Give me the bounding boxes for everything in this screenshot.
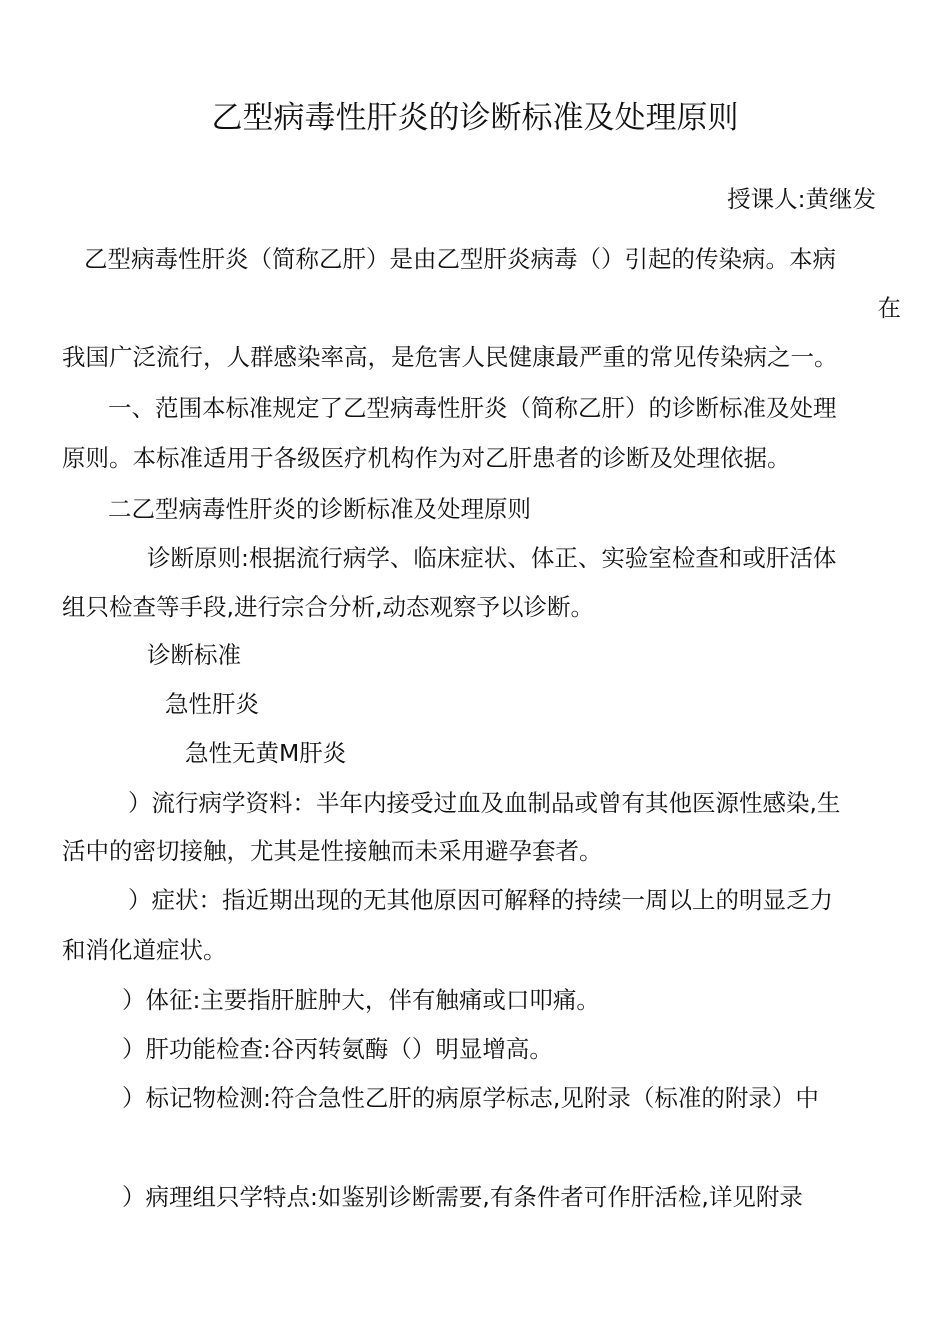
acute-heading: 急性肝炎 [165,690,259,718]
principle-line-1: 诊断原则:根据流行病学、临床症状、体正、实验室检查和或肝活体 [147,544,837,572]
acute-nonicteric-heading: 急性无黄M肝炎 [185,739,347,767]
section2-heading: 二乙型病毒性肝炎的诊断标准及处理原则 [108,495,531,523]
marker-line: ）标记物检测:符合急性乙肝的病原学标志,见附录（标准的附录）中 [122,1084,819,1112]
pathology-line: ）病理组只学特点:如鉴别诊断需要,有条件者可作肝活检,详见附录 [122,1183,803,1211]
symptom-line-2: 和消化道症状。 [62,936,227,964]
intro-line-3: 我国广泛流行，人群感染率高，是危害人民健康最严重的常见传染病之一。 [62,343,838,371]
intro-line-1: 乙型病毒性肝炎（简称乙肝）是由乙型肝炎病毒（）引起的传染病。本病 [84,245,836,273]
epidemiology-line-2: 活中的密切接触，尤其是性接触而未采用避孕套者。 [62,837,603,865]
criteria-heading: 诊断标准 [147,641,241,669]
scope-line-1: 一、范围本标准规定了乙型病毒性肝炎（简称乙肝）的诊断标准及处理 [108,394,837,422]
principle-line-2: 组只检查等手段,进行宗合分析,动态观察予以诊断。 [62,593,594,621]
intro-line-2: 在 [877,294,901,322]
liver-function-line: ）肝功能检查:谷丙转氨酶（）明显增高。 [122,1035,553,1063]
author-line: 授课人:黄继发 [727,185,876,213]
sign-line: ）体征:主要指肝脏肿大，伴有触痛或口叩痛。 [122,986,600,1014]
symptom-line-1: ）症状：指近期出现的无其他原因可解释的持续一周以上的明显乏力 [128,886,833,914]
epidemiology-line-1: ）流行病学资料：半年内接受过血及血制品或曾有其他医源性感染,生 [128,789,841,817]
scope-line-2: 原则。本标准适用于各级医疗机构作为对乙肝患者的诊断及处理依据。 [62,444,791,472]
document-title: 乙型病毒性肝炎的诊断标准及处理原则 [211,100,739,136]
